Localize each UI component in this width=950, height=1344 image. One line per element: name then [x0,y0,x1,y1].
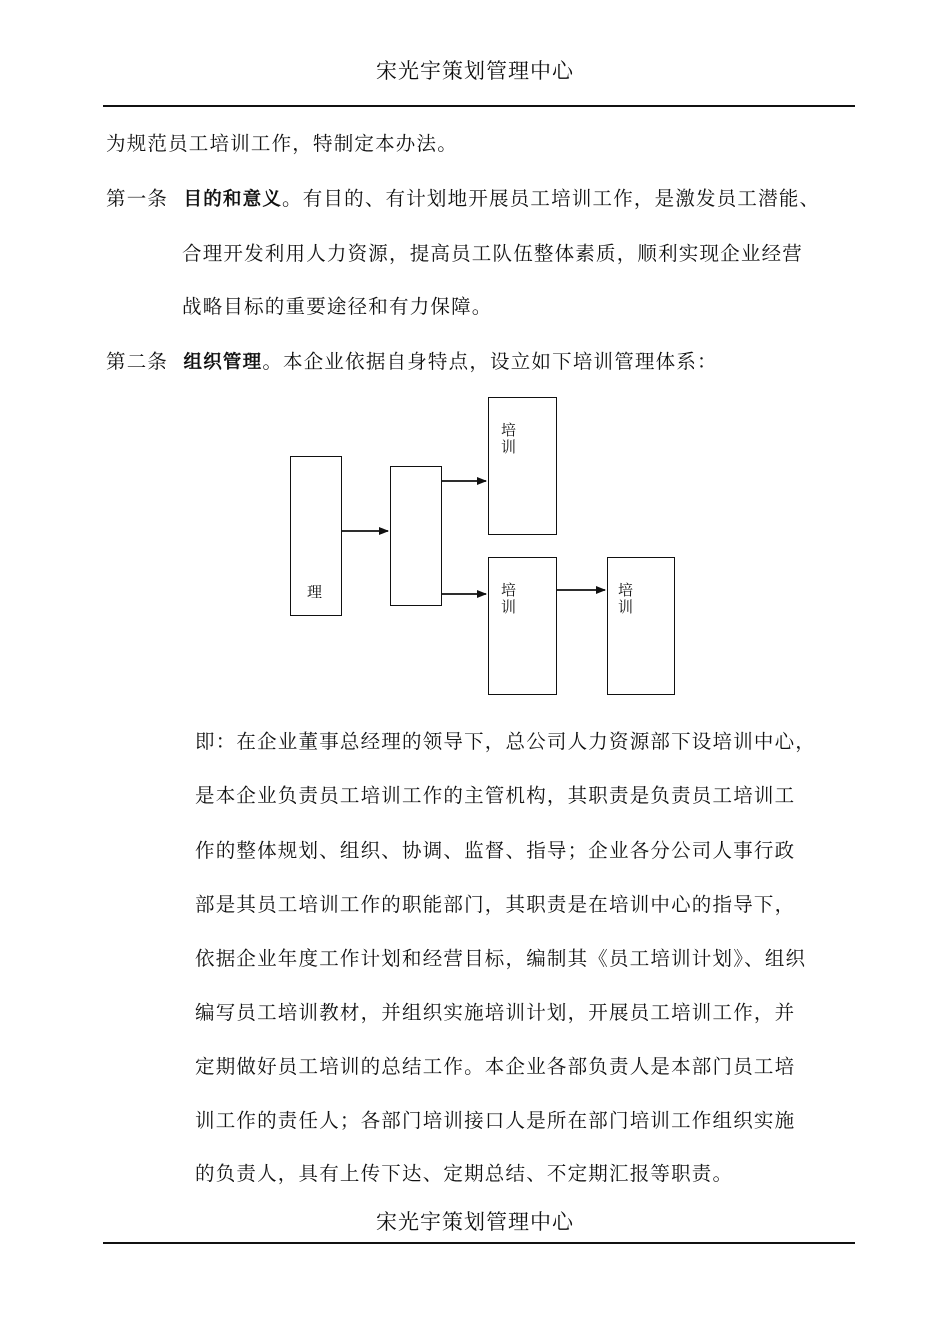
article2-heading: 组织管理 [183,352,263,373]
article1-heading: 目的和意义 [183,189,283,210]
article1-text-2: 合理开发利用人力资源，提高员工队伍整体素质，顺利实现企业经营 [182,242,804,265]
article1-text-1: 。有目的、有计划地开展员工培训工作，是激发员工潜能、 [282,187,821,210]
footer-rule [103,1242,855,1244]
intro-paragraph: 为规范员工培训工作，特制定本办法。 [106,132,458,155]
article1-label: 第一条 [106,187,169,210]
explanation-line: 部是其员工培训工作的职能部门，其职责是在培训中心的指导下， [195,893,796,916]
explanation-line: 是本企业负责员工培训工作的主管机构，其职责是负责员工培训工 [195,784,796,807]
explanation-line: 作的整体规划、组织、协调、监督、指导；企业各分公司人事行政 [195,839,796,862]
explanation-line: 编写员工培训教材，并组织实施培训计划，开展员工培训工作，并 [195,1001,796,1024]
diagram-box4-text: 培训 [501,581,517,616]
article2-label: 第二条 [106,350,169,373]
article2-text-1: 。本企业依据自身特点，设立如下培训管理体系： [262,350,718,373]
diagram-box1-text: 理 [307,583,323,601]
footer-title: 宋光宇策划管理中心 [376,1210,574,1234]
article1-text-3: 战略目标的重要途径和有力保障。 [182,295,493,318]
explanation-line: 的负责人，具有上传下达、定期总结、不定期汇报等职责。 [195,1162,734,1185]
explanation-line: 训工作的责任人；各部门培训接口人是所在部门培训工作组织实施 [195,1109,796,1132]
explanation-line: 定期做好员工培训的总结工作。本企业各部负责人是本部门员工培 [195,1055,796,1078]
explanation-line: 依据企业年度工作计划和经营目标，编制其《员工培训计划》、组织 [195,947,807,970]
header-title: 宋光宇策划管理中心 [376,59,574,83]
diagram-box5-text: 培训 [618,581,634,616]
diagram-box3-text: 培训 [501,421,517,456]
explanation-line: 即：在企业董事总经理的领导下，总公司人力资源部下设培训中心， [195,730,817,753]
